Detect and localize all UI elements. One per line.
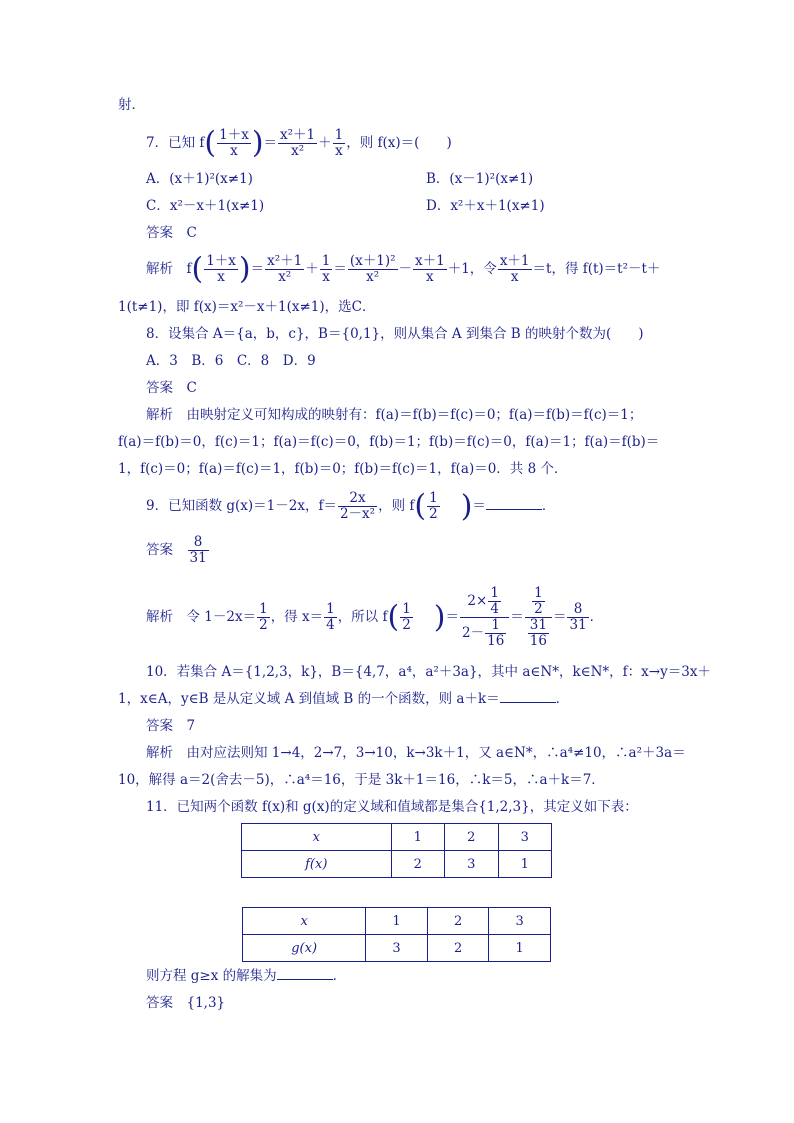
answer-9: 答案 $\frac{8}{31}$ — [146, 534, 207, 566]
solution-10-line2: 10，解得 a＝2(舍去－5)，∴a⁴＝16，于是 3k＋1＝16，∴k＝5，∴a＋k＝7． — [118, 772, 605, 788]
solution-7: 解析 f( $\frac{1+x}{x}$ )＝ $\frac{\text{x²＋1}}{\text{x²}}$ ＋ $\frac{1}{x}$ ＝ $\frac{\text{(x＋1)²}}{\text{x²}}$ － $\frac{x+1}{x}$ ＋1，令 $\frac{x+1}{x}$ ＝t，得 f(t)＝t²－t＋ — [146, 251, 661, 287]
option-c: C．x²－x＋1(x≠1) — [146, 198, 265, 214]
table-g — [242, 907, 551, 962]
question-8: 8．设集合 A＝{a，b，c}，B＝{0,1}，则从集合 A 到集合 B 的映射个数为( ) — [146, 326, 644, 342]
answer-11: 答案 {1,3} — [146, 995, 226, 1011]
table-f — [241, 823, 552, 878]
question-7: 7．已知 f( $\frac{1+x}{x}$ )＝ $\frac{\text{x²＋1}}{\text{x²}}$ ＋ $\frac{1}{x}$ ，则 f(x)＝( ) — [146, 125, 452, 161]
question-11: 11．已知两个函数 f(x)和 g(x)的定义域和值域都是集合{1,2,3}，其定义如下表： — [146, 799, 638, 815]
solution-8: 解析 由映射定义可知构成的映射有：f(a)＝f(b)＝f(c)＝0；f(a)＝f(b)＝f(c)＝1； — [146, 407, 643, 423]
table-row: f(x) 2 3 1 — [242, 851, 552, 878]
solution-10: 解析 由对应法则知 1→4，2→7，3→10，k→3k＋1，又 a∈N*，∴a⁴≠10，∴a²＋3a＝ — [146, 745, 686, 761]
text-line: 射． — [118, 97, 145, 113]
question-10-line2: 1，x∈A，y∈B 是从定义域 A 到值域 B 的一个函数，则 a＋k＝ ． — [118, 691, 570, 707]
solution-8-line2: f(a)＝f(b)＝0，f(c)＝1；f(a)＝f(c)＝0，f(b)＝1；f(b)＝f(c)＝0，f(a)＝1；f(a)＝f(b)＝ — [118, 434, 660, 450]
solution-8-line3: 1，f(c)＝0；f(a)＝f(c)＝1，f(b)＝0；f(b)＝f(c)＝1，f(a)＝0．共 8 个． — [118, 461, 568, 477]
table-row: g(x) 3 2 1 — [243, 935, 551, 962]
question-11-ask: 则方程 g≥x 的解集为 ． — [146, 968, 347, 984]
answer-7: 答案 C — [146, 225, 197, 241]
solution-7-line2: 1(t≠1)，即 f(x)＝x²－x＋1(x≠1)，选C． — [118, 299, 376, 315]
option-a: A．(x＋1)²(x≠1) — [146, 171, 253, 187]
options-8: A．3 B．6 C．8 D．9 — [146, 353, 316, 369]
solution-9: 解析 令 1－2x＝ $\frac{1}{2}$ ，得 x＝ $\frac{1}{4}$ ，所以 f( $\frac{1}{2}$ )＝ 2× $\frac{1}{4}$ 2－ $\frac{1}{16}$ ＝ $\frac{\frac{1}{2}}{\frac{31}{16}}$ ＝ $\frac{8}{31}$ ． — [146, 585, 604, 649]
option-b: B．(x－1)²(x≠1) — [426, 171, 534, 187]
question-9: 9．已知函数 g(x)＝1－2x，f＝ $\frac{2x}{\text{2－x²}}$ ，则 f( $\frac{1}{2}$ )＝ ． — [146, 488, 556, 524]
answer-10: 答案 7 — [146, 718, 196, 734]
table-row: x 1 2 3 — [242, 824, 552, 851]
answer-8: 答案 C — [146, 380, 197, 396]
question-10: 10．若集合 A＝{1,2,3，k}，B＝{4,7，a⁴，a²＋3a}，其中 a∈N*，k∈N*，f：x→y＝3x＋ — [146, 664, 711, 680]
table-row: x 1 2 3 — [243, 908, 551, 935]
option-d: D．x²＋x＋1(x≠1) — [426, 198, 545, 214]
